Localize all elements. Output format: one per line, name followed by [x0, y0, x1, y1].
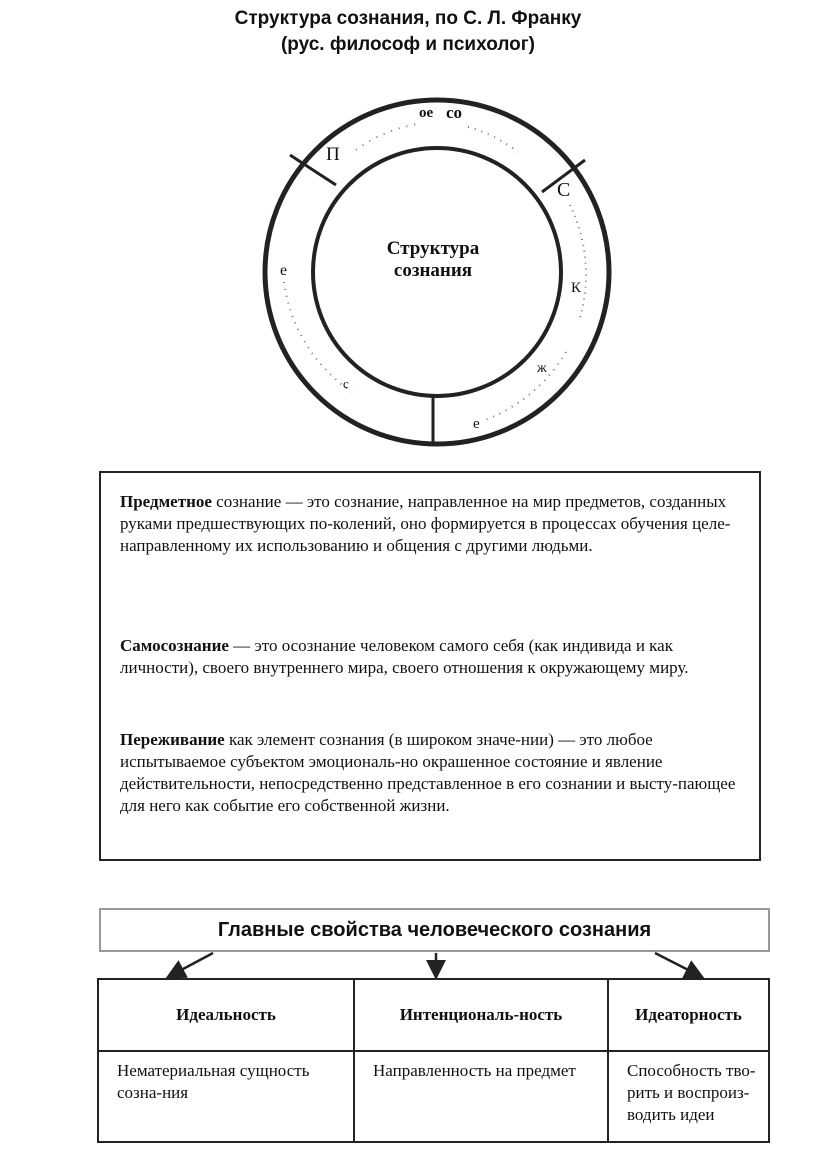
ring-letter-p: П [326, 144, 340, 165]
definition-text: — это осознание человеком самого себя (как индивида и как личности), своего внутреннего мира, своего отношения к окружающему миру. [120, 636, 689, 677]
center-label-line2: сознания [393, 260, 473, 281]
ring-letter-s-left: с [343, 376, 349, 391]
definition-term: Самосознание [120, 636, 229, 655]
ring-letter-zh: ж [537, 361, 547, 376]
definition-text: как элемент сознания (в широком значе-нии) — это любое испытываемое субъектом эмоциональ-но окрашенное состояние и явление действительности, непосредственно представленное в его сознании и высту-пающее для него как событие его собственной жизни. [120, 730, 736, 815]
definition-term: Переживание [120, 730, 225, 749]
ring-letter-s: С [557, 179, 571, 201]
page-title: Структура сознания, по С. Л. Франку [234, 8, 582, 29]
ring-letters-so: со [446, 103, 463, 122]
ring-letter-e-bottom: е [473, 416, 480, 432]
arrow-left [170, 953, 213, 976]
property-name-ideatority: Идеаторность [608, 979, 769, 1051]
page-subtitle: (рус. философ и психолог) [280, 34, 536, 55]
property-name-intentionality: Интенциональ-ность [354, 979, 608, 1051]
property-desc-ideatority: Способность тво-рить и воспроиз-водить идеи [608, 1051, 769, 1142]
definition-text: сознание — это сознание, направленное на мир предметов, созданных руками предшествующих по-колений, оно формируется в процессах обучения целе-направленному их использованию и общения с другими людьми. [120, 492, 731, 555]
ring-letters-oe: оe [419, 105, 434, 121]
ring-letter-e-left: е [280, 262, 288, 279]
properties-table [97, 978, 770, 1143]
definition-term: Предметное [120, 492, 212, 511]
property-desc-intentionality: Направленность на предмет [354, 1051, 608, 1142]
center-label-line1: Структура [386, 238, 480, 259]
property-desc-ideality: Нематериальная сущность созна-ния [98, 1051, 354, 1142]
table-header-row [98, 979, 769, 1051]
table-row [98, 1051, 769, 1142]
properties-heading: Главные свойства человеческого сознания [99, 908, 770, 952]
ring-letter-k: К [571, 280, 582, 296]
arrow-right [655, 953, 700, 976]
property-name-ideality: Идеальность [98, 979, 354, 1051]
